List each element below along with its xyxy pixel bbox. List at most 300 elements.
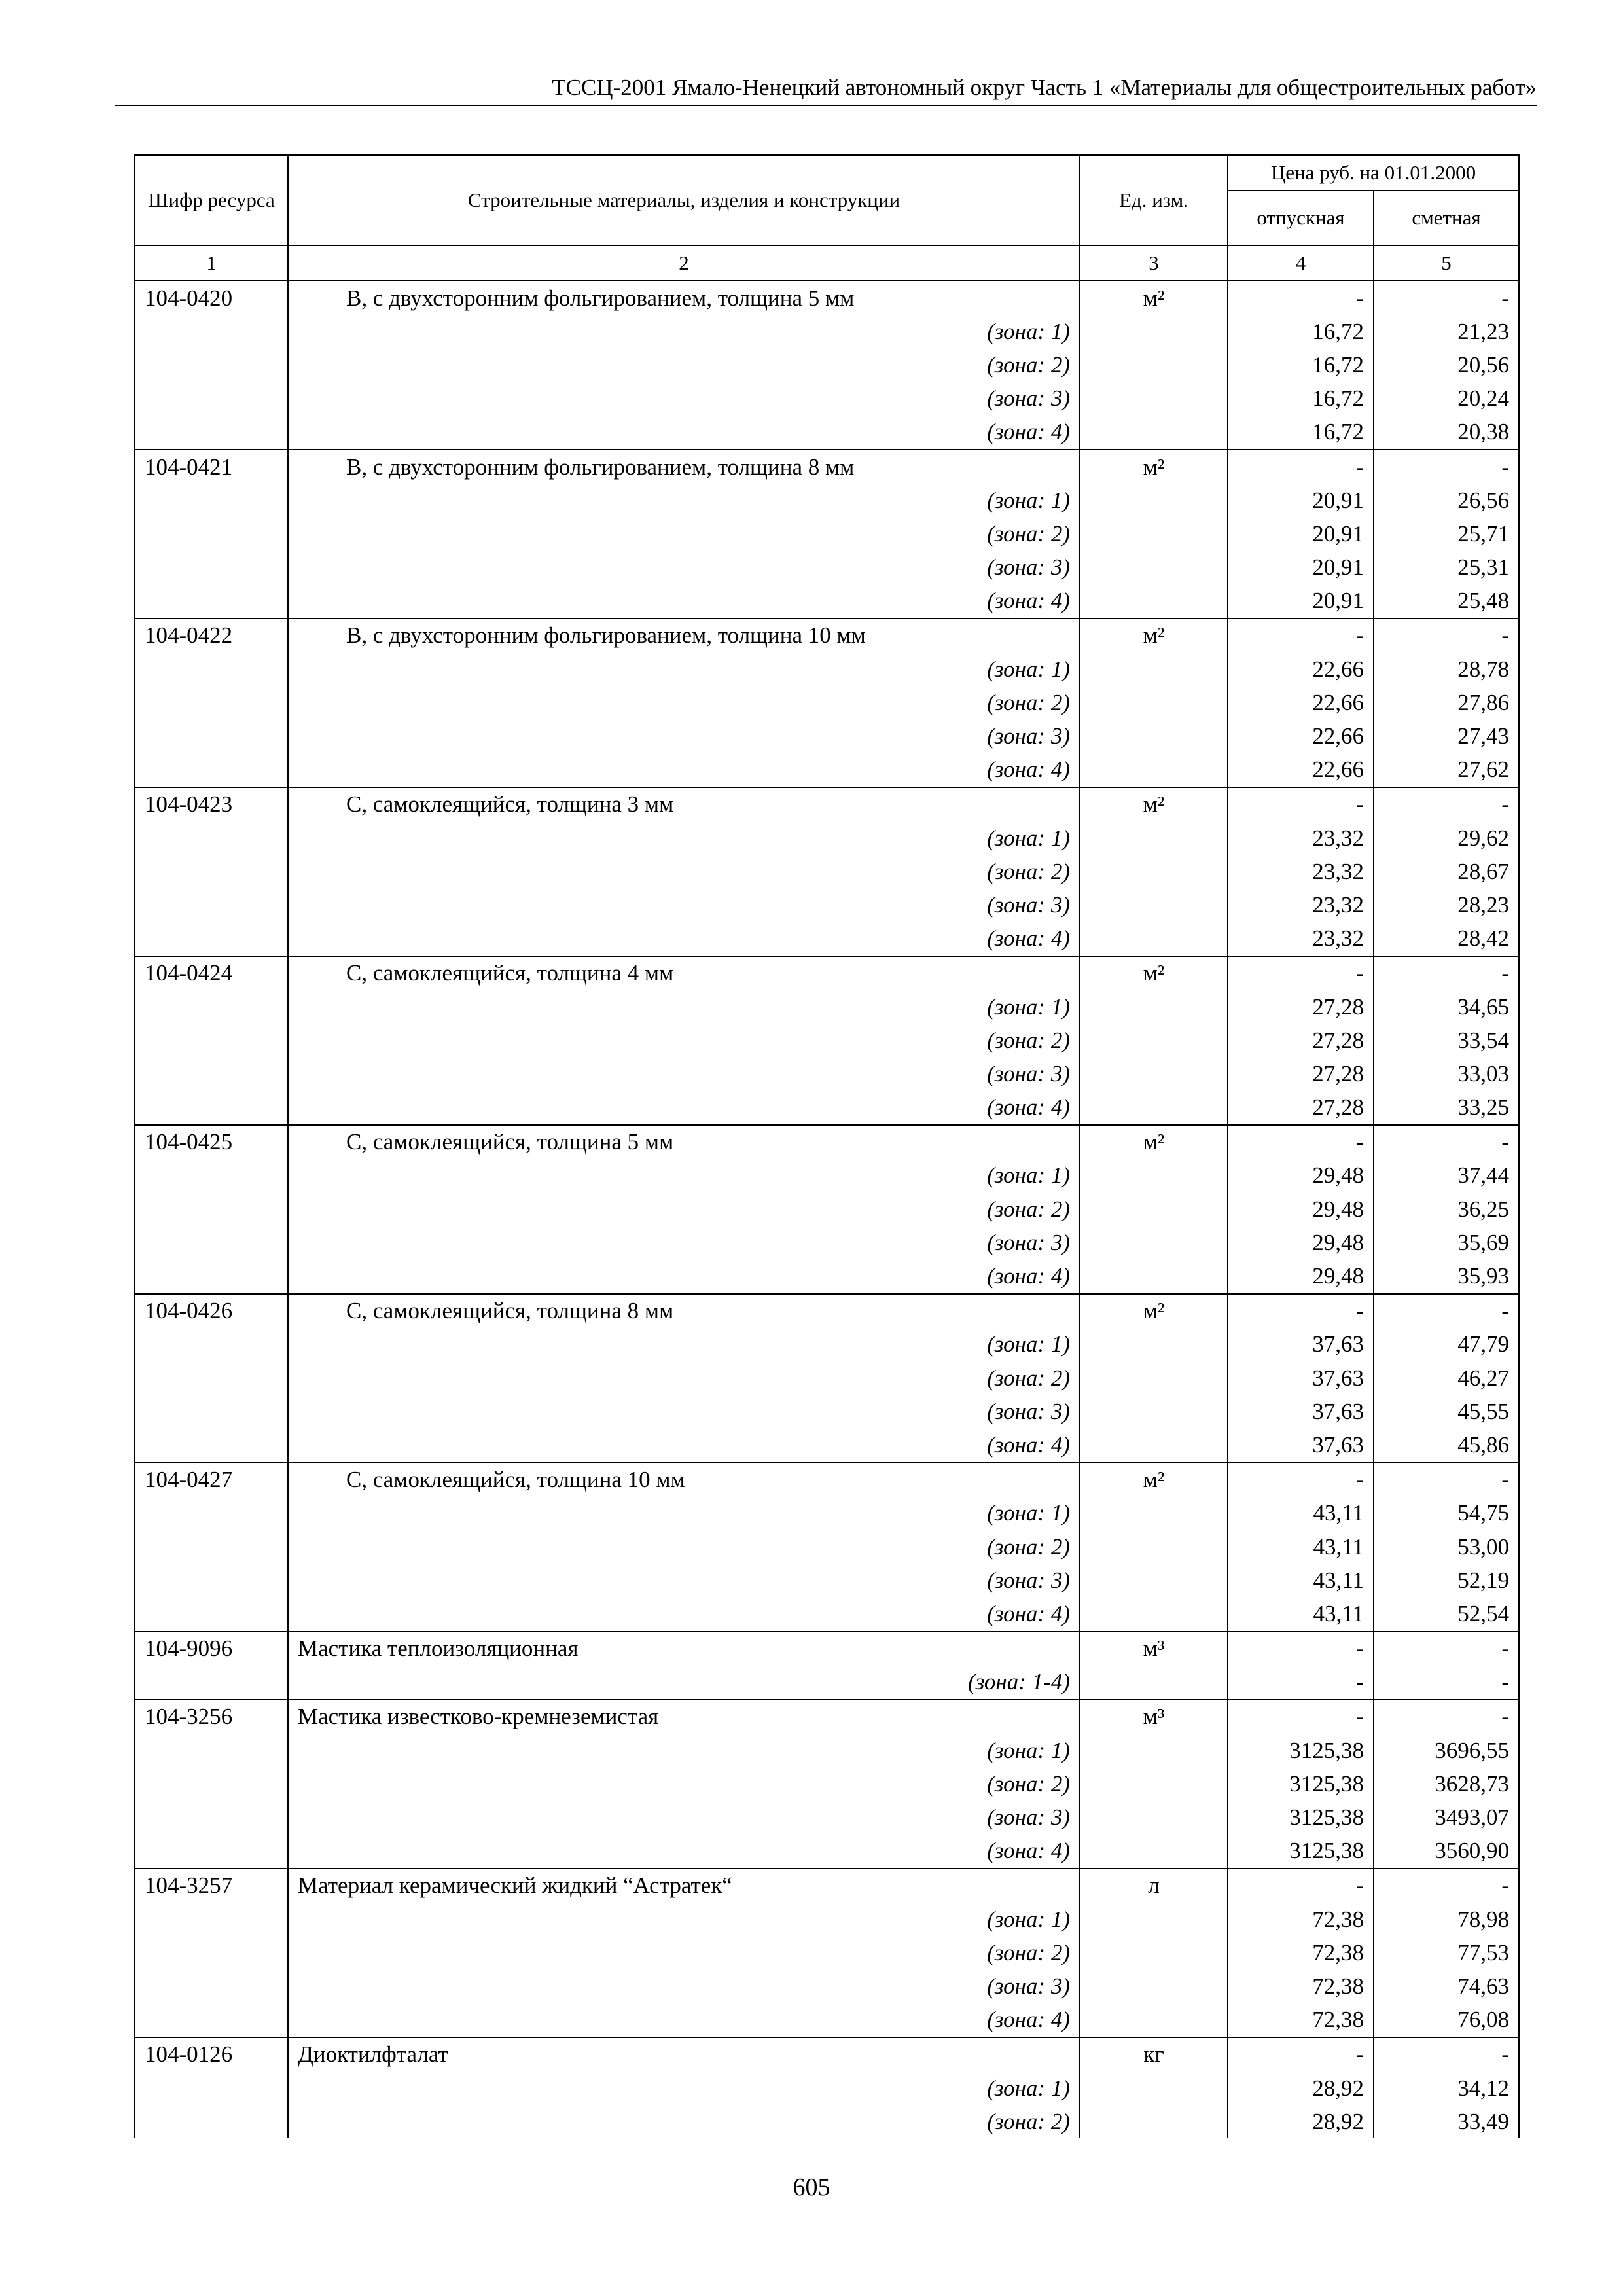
resource-code: 104-0427 [135,1463,288,1497]
empty-cell [135,1428,288,1462]
zone-row [135,416,1519,450]
resource-code: 104-0126 [135,2037,288,2072]
empty-cell [135,2072,288,2105]
resource-code: 104-0426 [135,1294,288,1328]
estimate-price: 47,79 [1374,1328,1519,1361]
empty-cell [1080,1564,1228,1597]
zone-label: (зона: 1) [288,1734,1080,1767]
release-price: - [1228,1666,1374,1700]
empty-cell [135,315,288,348]
unit-cell: м² [1080,619,1228,653]
estimate-price: 53,00 [1374,1530,1519,1564]
resource-code: 104-0420 [135,281,288,315]
empty-cell [135,1564,288,1597]
material-name: С, самоклеящийся, толщина 4 мм [288,956,1080,990]
release-price: 16,72 [1228,315,1374,348]
release-price: - [1228,619,1374,653]
estimate-price: - [1374,956,1519,990]
zone-row [135,653,1519,686]
material-name: С, самоклеящийся, толщина 5 мм [288,1125,1080,1159]
release-price: 3125,38 [1228,1835,1374,1869]
estimate-price: 20,38 [1374,416,1519,450]
table-row [135,1632,1519,1666]
col-header-code: Шифр ресурса [135,155,288,245]
zone-label: (зона: 4) [288,1259,1080,1293]
empty-cell [1080,653,1228,686]
estimate-price: - [1374,450,1519,484]
estimate-price: 46,27 [1374,1361,1519,1395]
empty-cell [1080,348,1228,382]
zone-label: (зона: 1) [288,653,1080,686]
estimate-price: 27,86 [1374,686,1519,719]
release-price: 16,72 [1228,348,1374,382]
zone-label: (зона: 2) [288,1530,1080,1564]
zone-row [135,855,1519,888]
estimate-price: - [1374,1463,1519,1497]
zone-label: (зона: 2) [288,348,1080,382]
empty-cell [135,1091,288,1125]
estimate-price: - [1374,1294,1519,1328]
zone-label: (зона: 3) [288,1801,1080,1834]
zone-label: (зона: 3) [288,1969,1080,2003]
resource-code: 104-0424 [135,956,288,990]
estimate-price: 3493,07 [1374,1801,1519,1834]
estimate-price: - [1374,619,1519,653]
estimate-price: 3560,90 [1374,1835,1519,1869]
release-price: 72,38 [1228,2003,1374,2037]
zone-label: (зона: 3) [288,1564,1080,1597]
zone-row [135,922,1519,956]
zone-row [135,1361,1519,1395]
estimate-price: - [1374,281,1519,315]
estimate-price: 28,23 [1374,888,1519,922]
zone-row [135,1564,1519,1597]
empty-cell [135,653,288,686]
release-price: 72,38 [1228,1969,1374,2003]
material-name: В, с двухсторонним фольгированием, толщина 5 мм [288,281,1080,315]
estimate-price: 20,24 [1374,382,1519,416]
empty-cell [135,1666,288,1700]
empty-cell [135,1969,288,2003]
estimate-price: - [1374,1666,1519,1700]
zone-row [135,484,1519,517]
empty-cell [135,551,288,584]
release-price: - [1228,787,1374,821]
zone-row [135,1428,1519,1462]
empty-cell [135,1835,288,1869]
empty-cell [1080,1530,1228,1564]
zone-row [135,1835,1519,1869]
col-header-price-group: Цена руб. на 01.01.2000 [1228,155,1519,190]
zone-row [135,2072,1519,2105]
estimate-price: 36,25 [1374,1193,1519,1226]
zone-label: (зона: 1) [288,1159,1080,1193]
zone-row [135,584,1519,619]
zone-label: (зона: 3) [288,551,1080,584]
estimate-price: 26,56 [1374,484,1519,517]
zone-label: (зона: 1-4) [288,1666,1080,1700]
zone-row [135,1767,1519,1801]
unit-cell: м² [1080,1294,1228,1328]
empty-cell [1080,888,1228,922]
release-price: 22,66 [1228,653,1374,686]
estimate-price: - [1374,2037,1519,2072]
empty-cell [1080,2072,1228,2105]
zone-row [135,1597,1519,1631]
zone-label: (зона: 2) [288,1361,1080,1395]
release-price: 27,28 [1228,1024,1374,1057]
empty-cell [135,753,288,787]
unit-cell: кг [1080,2037,1228,2072]
release-price: 43,11 [1228,1530,1374,1564]
empty-cell [1080,1091,1228,1125]
empty-cell [1080,1159,1228,1193]
release-price: 27,28 [1228,1057,1374,1090]
empty-cell [1080,719,1228,753]
release-price: 27,28 [1228,990,1374,1024]
col-header-unit: Ед. изм. [1080,155,1228,245]
release-price: 43,11 [1228,1497,1374,1530]
empty-cell [1080,1597,1228,1631]
empty-cell [135,1903,288,1936]
zone-label: (зона: 2) [288,686,1080,719]
material-name: С, самоклеящийся, толщина 3 мм [288,787,1080,821]
empty-cell [1080,753,1228,787]
zone-row [135,1969,1519,2003]
zone-label: (зона: 2) [288,1193,1080,1226]
zone-row [135,1734,1519,1767]
table-row [135,2037,1519,2072]
estimate-price: 33,03 [1374,1057,1519,1090]
release-price: - [1228,1294,1374,1328]
page-number: 605 [793,2174,830,2201]
estimate-price: 21,23 [1374,315,1519,348]
zone-row [135,1057,1519,1090]
empty-cell [1080,1226,1228,1259]
zone-row [135,1328,1519,1361]
zone-row [135,1259,1519,1293]
estimate-price: 3628,73 [1374,1767,1519,1801]
col-header-release: отпускная [1228,190,1374,245]
estimate-price: 20,56 [1374,348,1519,382]
zone-row [135,382,1519,416]
estimate-price: 27,43 [1374,719,1519,753]
zone-row [135,753,1519,787]
estimate-price: 35,69 [1374,1226,1519,1259]
material-name: С, самоклеящийся, толщина 8 мм [288,1294,1080,1328]
table-body [135,281,1519,2138]
zone-row [135,517,1519,550]
estimate-price: 28,78 [1374,653,1519,686]
release-price: - [1228,1869,1374,1903]
zone-row [135,1666,1519,1700]
resource-code: 104-0423 [135,787,288,821]
zone-label: (зона: 1) [288,1903,1080,1936]
zone-label: (зона: 2) [288,1024,1080,1057]
zone-label: (зона: 1) [288,315,1080,348]
empty-cell [1080,1969,1228,2003]
release-price: 22,66 [1228,719,1374,753]
estimate-price: 25,71 [1374,517,1519,550]
zone-label: (зона: 3) [288,1395,1080,1428]
empty-cell [1080,1497,1228,1530]
zone-row [135,551,1519,584]
empty-cell [1080,1903,1228,1936]
resource-code: 104-9096 [135,1632,288,1666]
empty-cell [135,584,288,619]
zone-row [135,1159,1519,1193]
zone-row [135,1801,1519,1834]
empty-cell [1080,1767,1228,1801]
empty-cell [135,922,288,956]
empty-cell [135,484,288,517]
zone-label: (зона: 1) [288,990,1080,1024]
empty-cell [135,821,288,855]
release-price: 29,48 [1228,1259,1374,1293]
release-price: 20,91 [1228,517,1374,550]
zone-label: (зона: 4) [288,1428,1080,1462]
release-price: 72,38 [1228,1936,1374,1969]
material-name: Диоктилфталат [288,2037,1080,2072]
empty-cell [135,2105,288,2138]
table-row [135,1700,1519,1734]
zone-label: (зона: 3) [288,1226,1080,1259]
empty-cell [135,888,288,922]
estimate-price: 54,75 [1374,1497,1519,1530]
empty-cell [135,382,288,416]
zone-label: (зона: 1) [288,2072,1080,2105]
empty-cell [135,1597,288,1631]
zone-row [135,2105,1519,2138]
release-price: 29,48 [1228,1159,1374,1193]
zone-row [135,1091,1519,1125]
estimate-price: 33,25 [1374,1091,1519,1125]
estimate-price: 34,12 [1374,2072,1519,2105]
estimate-price: 28,67 [1374,855,1519,888]
zone-row [135,1226,1519,1259]
empty-cell [135,2003,288,2037]
release-price: 37,63 [1228,1361,1374,1395]
estimate-price: - [1374,1869,1519,1903]
empty-cell [1080,584,1228,619]
estimate-price: 78,98 [1374,1903,1519,1936]
zone-label: (зона: 2) [288,517,1080,550]
release-price: 37,63 [1228,1395,1374,1428]
empty-cell [1080,821,1228,855]
release-price: - [1228,956,1374,990]
release-price: 28,92 [1228,2072,1374,2105]
release-price: - [1228,2037,1374,2072]
empty-cell [135,1159,288,1193]
zone-row [135,821,1519,855]
estimate-price: 76,08 [1374,2003,1519,2037]
zone-label: (зона: 3) [288,719,1080,753]
table-row [135,787,1519,821]
release-price: 37,63 [1228,1428,1374,1462]
empty-cell [1080,1024,1228,1057]
zone-label: (зона: 2) [288,2105,1080,2138]
estimate-price: - [1374,787,1519,821]
estimate-price: 37,44 [1374,1159,1519,1193]
empty-cell [1080,1666,1228,1700]
empty-cell [135,1767,288,1801]
zone-label: (зона: 4) [288,1091,1080,1125]
release-price: 29,48 [1228,1193,1374,1226]
resource-code: 104-3256 [135,1700,288,1734]
estimate-price: 34,65 [1374,990,1519,1024]
release-price: 29,48 [1228,1226,1374,1259]
estimate-price: 35,93 [1374,1259,1519,1293]
empty-cell [135,1530,288,1564]
release-price: - [1228,281,1374,315]
resource-code: 104-3257 [135,1869,288,1903]
material-name: Материал керамический жидкий “Астратек“ [288,1869,1080,1903]
empty-cell [135,1024,288,1057]
release-price: 3125,38 [1228,1734,1374,1767]
col-number: 1 [135,245,288,281]
unit-cell: м² [1080,956,1228,990]
release-price: 23,32 [1228,821,1374,855]
empty-cell [1080,1193,1228,1226]
empty-cell [1080,1835,1228,1869]
table-row [135,1294,1519,1328]
zone-label: (зона: 4) [288,753,1080,787]
empty-cell [1080,1259,1228,1293]
zone-label: (зона: 4) [288,2003,1080,2037]
col-number: 4 [1228,245,1374,281]
empty-cell [1080,517,1228,550]
unit-cell: м³ [1080,1700,1228,1734]
empty-cell [1080,1328,1228,1361]
release-price: 20,91 [1228,551,1374,584]
zone-label: (зона: 3) [288,888,1080,922]
release-price: 43,11 [1228,1564,1374,1597]
resource-code: 104-0421 [135,450,288,484]
empty-cell [1080,855,1228,888]
zone-label: (зона: 3) [288,382,1080,416]
table-row [135,1125,1519,1159]
estimate-price: 25,31 [1374,551,1519,584]
estimate-price: 28,42 [1374,922,1519,956]
zone-label: (зона: 4) [288,1835,1080,1869]
unit-cell: м² [1080,787,1228,821]
estimate-price: 45,86 [1374,1428,1519,1462]
zone-row [135,686,1519,719]
release-price: 37,63 [1228,1328,1374,1361]
empty-cell [135,719,288,753]
empty-cell [1080,1734,1228,1767]
release-price: 20,91 [1228,584,1374,619]
zone-row [135,1024,1519,1057]
estimate-price: 45,55 [1374,1395,1519,1428]
material-name: Мастика известково-кремнеземистая [288,1700,1080,1734]
empty-cell [1080,416,1228,450]
empty-cell [135,1226,288,1259]
release-price: - [1228,1463,1374,1497]
release-price: 3125,38 [1228,1767,1374,1801]
release-price: 28,92 [1228,2105,1374,2138]
empty-cell [135,1328,288,1361]
zone-label: (зона: 1) [288,1328,1080,1361]
zone-label: (зона: 3) [288,1057,1080,1090]
estimate-price: 33,49 [1374,2105,1519,2138]
empty-cell [1080,484,1228,517]
release-price: 16,72 [1228,382,1374,416]
table-row [135,619,1519,653]
empty-cell [135,686,288,719]
resource-code: 104-0422 [135,619,288,653]
empty-cell [135,1497,288,1530]
unit-cell: м² [1080,450,1228,484]
estimate-price: 27,62 [1374,753,1519,787]
zone-row [135,888,1519,922]
zone-row [135,1936,1519,1969]
release-price: - [1228,1700,1374,1734]
zone-row [135,315,1519,348]
zone-label: (зона: 4) [288,416,1080,450]
empty-cell [1080,2105,1228,2138]
release-price: 23,32 [1228,888,1374,922]
empty-cell [135,1193,288,1226]
empty-cell [1080,1801,1228,1834]
zone-row [135,348,1519,382]
release-price: 43,11 [1228,1597,1374,1631]
release-price: 3125,38 [1228,1801,1374,1834]
empty-cell [135,855,288,888]
estimate-price: - [1374,1632,1519,1666]
table-row [135,281,1519,315]
zone-label: (зона: 2) [288,855,1080,888]
col-header-name: Строительные материалы, изделия и конструкции [288,155,1080,245]
table-row [135,956,1519,990]
table-row [135,1869,1519,1903]
estimate-price: 77,53 [1374,1936,1519,1969]
release-price: 23,32 [1228,922,1374,956]
zone-label: (зона: 2) [288,1936,1080,1969]
col-number: 2 [288,245,1080,281]
empty-cell [135,517,288,550]
unit-cell: м² [1080,1463,1228,1497]
estimate-price: 74,63 [1374,1969,1519,2003]
empty-cell [135,1395,288,1428]
empty-cell [1080,1395,1228,1428]
zone-row [135,1497,1519,1530]
empty-cell [1080,315,1228,348]
zone-label: (зона: 4) [288,584,1080,619]
empty-cell [1080,922,1228,956]
empty-cell [135,1801,288,1834]
zone-label: (зона: 4) [288,922,1080,956]
empty-cell [135,416,288,450]
empty-cell [135,348,288,382]
empty-cell [135,990,288,1024]
empty-cell [1080,382,1228,416]
release-price: 20,91 [1228,484,1374,517]
table-row [135,1463,1519,1497]
estimate-price: - [1374,1125,1519,1159]
zone-label: (зона: 1) [288,821,1080,855]
release-price: 72,38 [1228,1903,1374,1936]
zone-row [135,1395,1519,1428]
empty-cell [1080,2003,1228,2037]
empty-cell [1080,551,1228,584]
empty-cell [135,1361,288,1395]
empty-cell [135,1057,288,1090]
zone-label: (зона: 1) [288,484,1080,517]
release-price: 23,32 [1228,855,1374,888]
release-price: 22,66 [1228,753,1374,787]
estimate-price: 25,48 [1374,584,1519,619]
